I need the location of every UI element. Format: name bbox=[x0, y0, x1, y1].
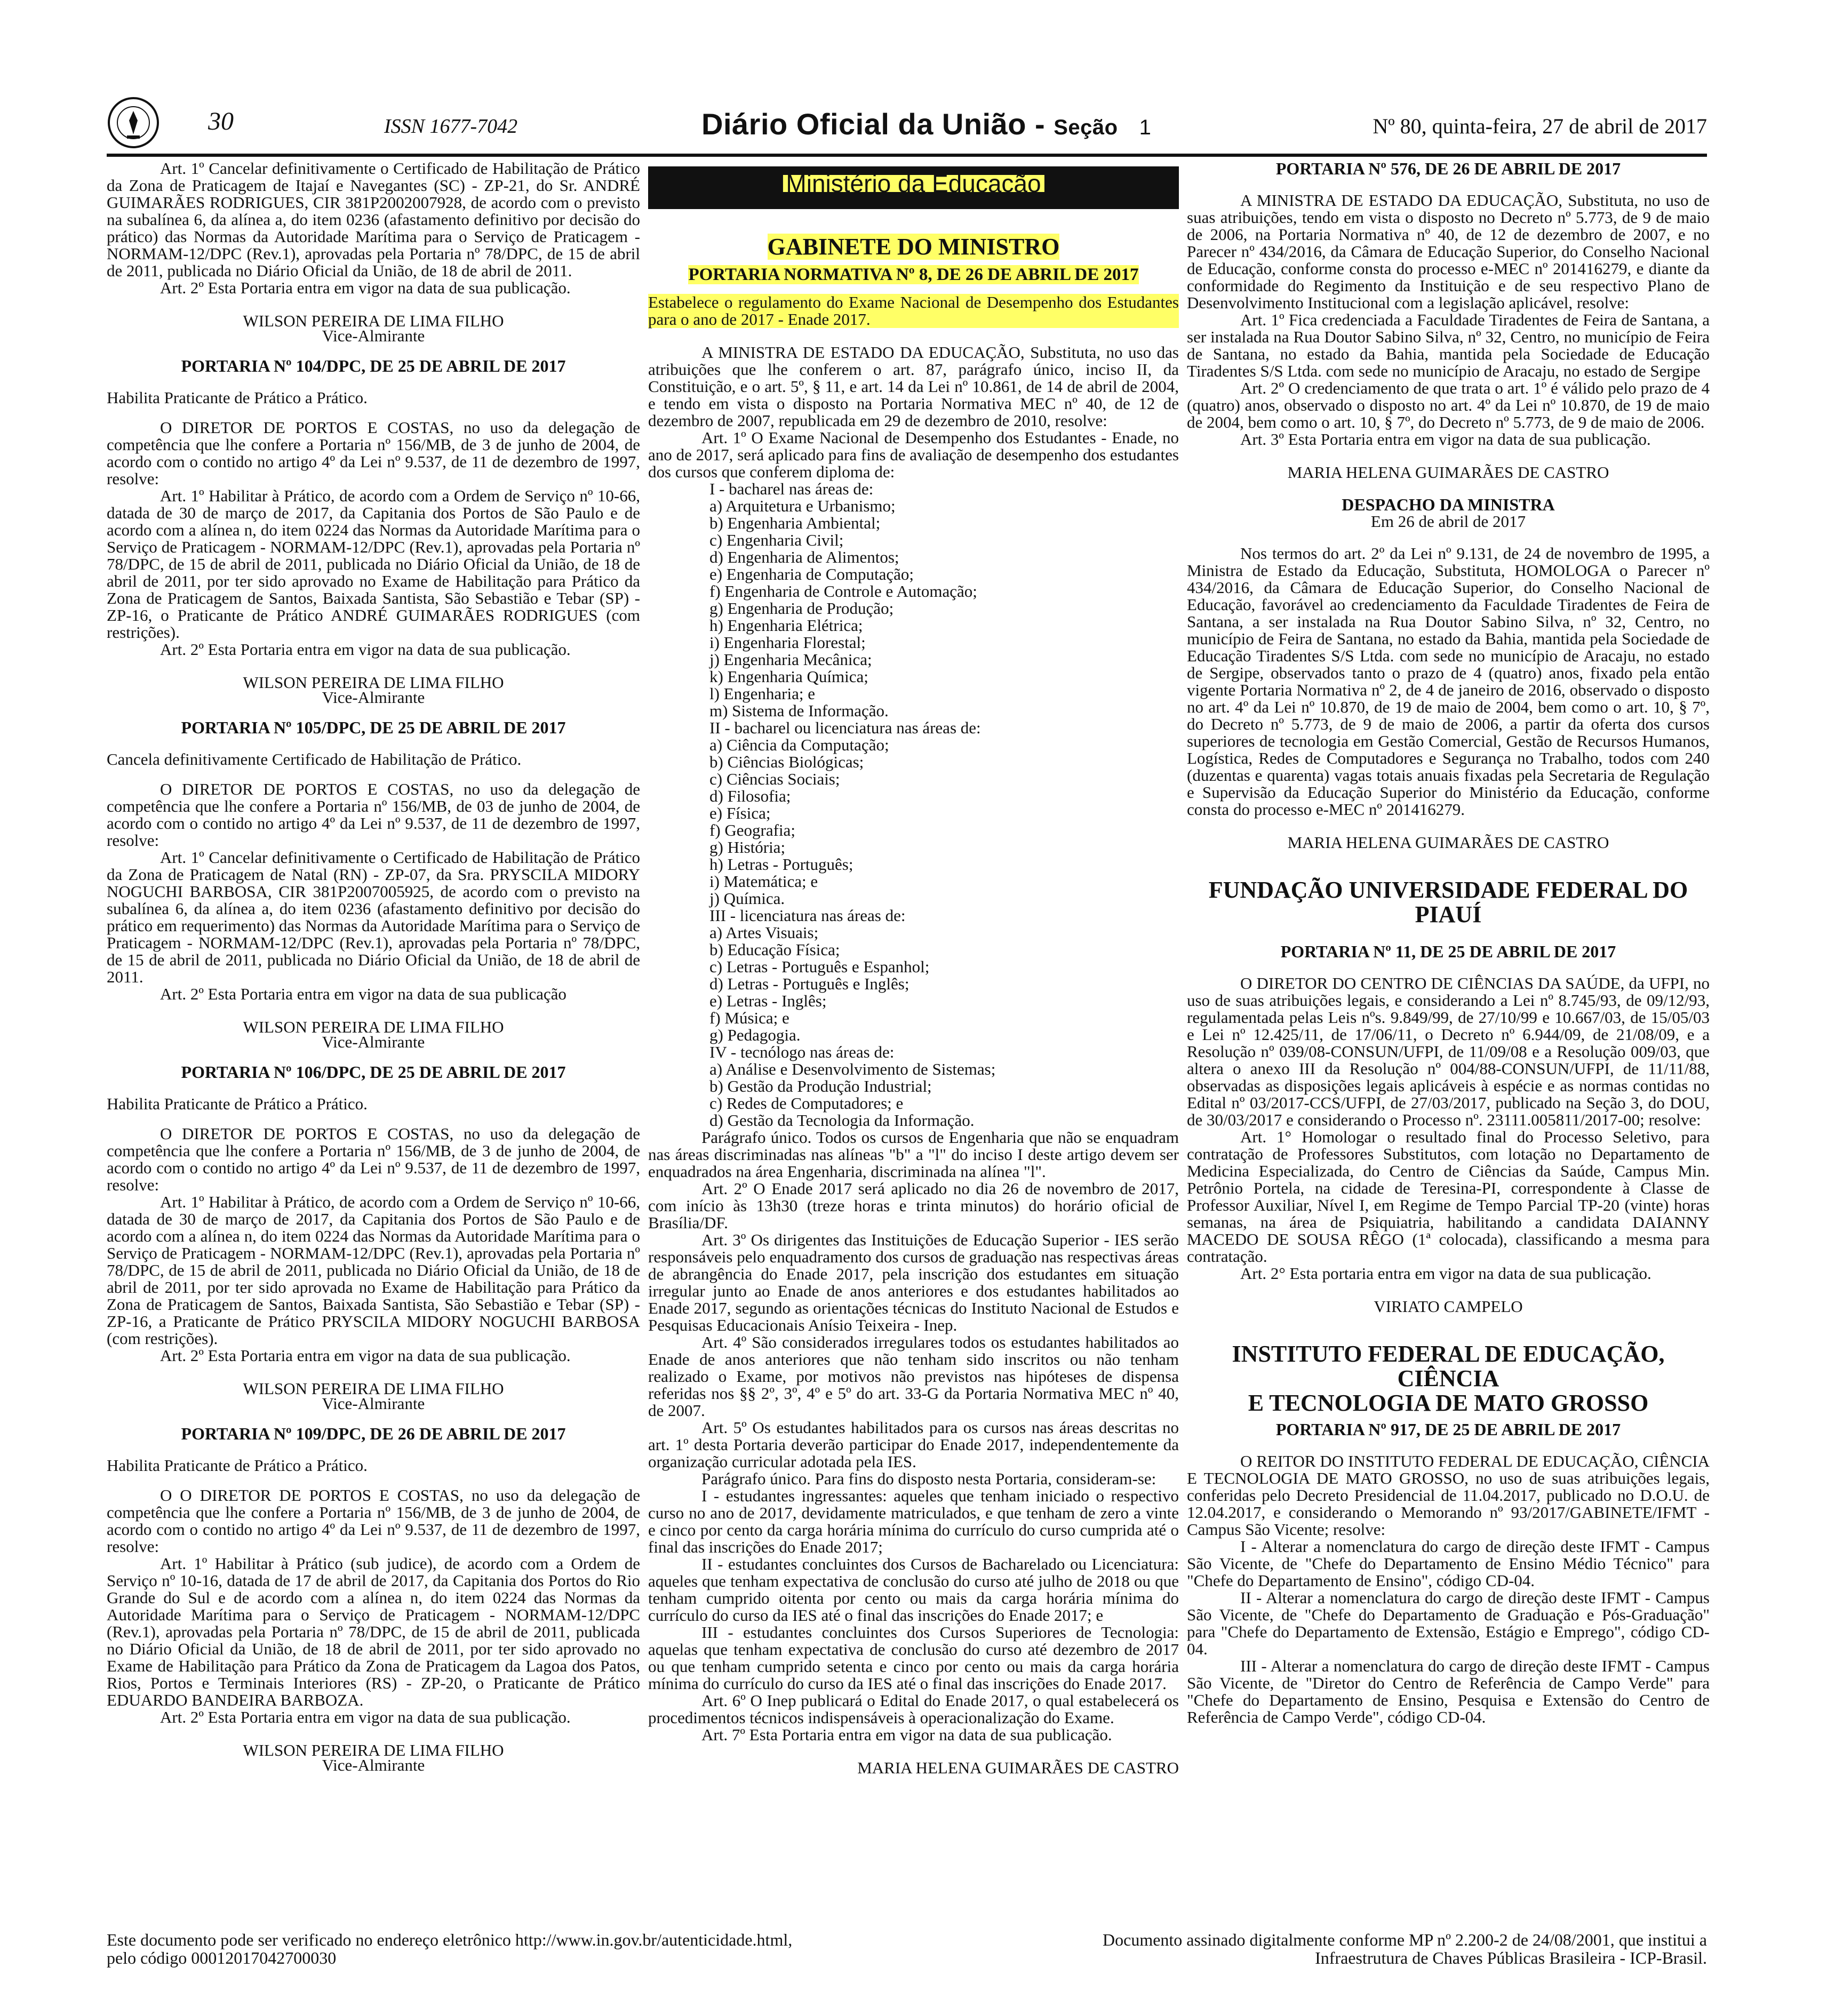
paragraph: Art. 2° Esta portaria entra em vigor na data de sua publicação. bbox=[1240, 1264, 1652, 1283]
footer-signature-line2: Infraestrutura de Chaves Públicas Brasileira - ICP-Brasil. bbox=[1315, 1948, 1707, 1967]
paragraph: Art. 6º O Inep publicará o Edital do Enade 2017, o qual estabelecerá os procedimentos técnicos indispensáveis à operacionalização do Exame. bbox=[648, 1691, 1179, 1727]
footer-signature-line1: Documento assinado digitalmente conforme MP nº 2.200-2 de 24/08/2001, que institui a bbox=[1103, 1930, 1707, 1949]
enade-areas-list bbox=[648, 481, 1179, 1129]
signature-name: MARIA HELENA GUIMARÃES DE CASTRO bbox=[1287, 833, 1609, 852]
portaria-title: PORTARIA Nº 106/DPC, DE 25 DE ABRIL DE 2017 bbox=[181, 1062, 566, 1082]
list-item: g) História; bbox=[709, 838, 786, 857]
paragraph: Art. 4º São considerados irregulares todos os estudantes habilitados ao Enade de anos anteriores que não tenham sido inscritos ou não tenham realizado o Exame, por motivos não previstos nas hipóteses de dispensa referidas nos §§ 2º, 3º, 4º e 5º do art. 33-G da Portaria Normativa MEC nº 40, de 2007. bbox=[648, 1333, 1179, 1420]
ministry-name: Ministério da Educação bbox=[783, 175, 1044, 192]
paragraph: O DIRETOR DE PORTOS E COSTAS, no uso da delegação de competência que lhe confere a Portaria nº 156/MB, de 3 de junho de 2004, de acordo com o contido no artigo 4º da Lei nº 9.537, de 11 de dezembro de 1997, resolve: bbox=[107, 418, 640, 488]
footer-signature-notice bbox=[853, 1931, 1707, 1967]
header-rule bbox=[107, 154, 1707, 157]
paragraph: I - estudantes ingressantes: aqueles que tenham iniciado o respectivo curso no ano de 2017, devidamente matriculados, e que tenham de zero a vinte e cinco por cento da carga horária mínima do currículo do curso cumprida até o final das inscrições do Enade 2017; bbox=[648, 1486, 1179, 1556]
portaria-ementa: Habilita Praticante de Prático a Prático. bbox=[107, 388, 368, 407]
list-item: g) Engenharia de Produção; bbox=[709, 599, 894, 618]
list-item: g) Pedagogia. bbox=[709, 1026, 801, 1044]
paragraph: Art. 2º O credenciamento de que trata o art. 1º é válido pelo prazo de 4 (quatro) anos, observado o disposto no art. 4º da Lei nº 10.870, de 19 de maio de 2004, bem como o art. 10, § 7º, do Decreto nº 5.773, de 9 de maio de 2006. bbox=[1187, 379, 1710, 431]
footer-verification-url: Este documento pode ser verificado no endereço eletrônico http://www.in.gov.br/autenticidade.html, bbox=[107, 1930, 793, 1949]
paragraph: O O DIRETOR DE PORTOS E COSTAS, no uso da delegação de competência que lhe confere a Portaria nº 156/MB, de 3 de junho de 2004, de acordo com o contido no artigo 4º da Lei nº 9.537, de 11 de dezembro de 1997, resolve: bbox=[107, 1486, 640, 1556]
list-item: d) Gestão da Tecnologia da Informação. bbox=[709, 1111, 975, 1130]
organization-title-line1: INSTITUTO FEDERAL DE EDUCAÇÃO, CIÊNCIA bbox=[1232, 1341, 1665, 1391]
section-label: Seção bbox=[1054, 116, 1118, 139]
paragraph: Art. 7º Esta Portaria entra em vigor na data de sua publicação. bbox=[701, 1725, 1112, 1744]
list-item: f) Geografia; bbox=[709, 821, 795, 839]
signature-name: VIRIATO CAMPELO bbox=[1374, 1297, 1523, 1316]
list-item: l) Engenharia; e bbox=[709, 684, 815, 703]
paragraph: Parágrafo único. Para fins do disposto nesta Portaria, consideram-se: bbox=[701, 1469, 1156, 1488]
list-item: a) Arquitetura e Urbanismo; bbox=[709, 497, 896, 515]
list-item: b) Educação Física; bbox=[709, 940, 840, 959]
list-item: a) Análise e Desenvolvimento de Sistemas; bbox=[709, 1060, 996, 1078]
list-item: m) Sistema de Informação. bbox=[709, 701, 889, 720]
paragraph: Art. 2º Esta Portaria entra em vigor na data de sua publicação. bbox=[160, 278, 571, 297]
list-item: b) Gestão da Produção Industrial; bbox=[709, 1077, 932, 1095]
list-item: j) Química. bbox=[709, 889, 785, 908]
list-item: c) Redes de Computadores; e bbox=[709, 1094, 904, 1113]
list-item: h) Engenharia Elétrica; bbox=[709, 616, 863, 635]
paragraph: Art. 1º Fica credenciada a Faculdade Tiradentes de Feira de Santana, a ser instalada na Rua Doutor Sabino Silva, nº 32, Centro, no município de Feira de Santana, no estado da Bahia, mantida pela Sociedade de Educação Tiradentes S/S Ltda. com sede no município de Aracaju, no estado de Sergipe bbox=[1187, 310, 1710, 380]
paragraph: Art. 2º Esta Portaria entra em vigor na data de sua publicação bbox=[160, 985, 567, 1003]
despacho-title: DESPACHO DA MINISTRA bbox=[1342, 495, 1555, 514]
column-middle bbox=[648, 160, 1179, 1777]
paragraph: Art. 3º Os dirigentes das Instituições de Educação Superior - IES serão responsáveis pelo enquadramento dos cursos de graduação nas respectivas áreas de abrangência do Enade 2017, pela inscrição dos estudantes em situação irregular junto ao Enade de anos anteriores e dos estudantes habilitados ao Enade 2017, segundo as orientações técnicas do Instituto Nacional de Estudos e Pesquisas Educacionais Anísio Teixeira - Inep. bbox=[648, 1230, 1179, 1334]
portaria-normativa-title: PORTARIA NORMATIVA Nº 8, DE 26 DE ABRIL DE 2017 bbox=[688, 265, 1139, 284]
list-item: f) Música; e bbox=[709, 1009, 789, 1027]
list-item: e) Letras - Inglês; bbox=[709, 991, 827, 1010]
signature-role: Vice-Almirante bbox=[322, 1756, 425, 1774]
list-item: e) Física; bbox=[709, 804, 771, 822]
paragraph: Art. 5º Os estudantes habilitados para os cursos nas áreas descritas no art. 1º desta Portaria deverão participar do Enade 2017, independentemente da organização curricular adotada pela IES. bbox=[648, 1418, 1179, 1471]
paragraph: O DIRETOR DE PORTOS E COSTAS, no uso da delegação de competência que lhe confere a Portaria nº 156/MB, de 03 de junho de 2004, de acordo com o contido no artigo 4º da Lei nº 9.537, de 11 de dezembro de 1997, resolve: bbox=[107, 780, 640, 850]
portaria-title: PORTARIA Nº 11, DE 25 DE ABRIL DE 2017 bbox=[1280, 942, 1616, 961]
issn: ISSN 1677-7042 bbox=[384, 115, 518, 138]
list-item: f) Engenharia de Controle e Automação; bbox=[709, 582, 977, 601]
paragraph: Art. 1º Cancelar definitivamente o Certificado de Habilitação de Prático da Zona de Praticagem de Itajaí e Navegantes (SC) - ZP-21, do Sr. ANDRÉ GUIMARÃES RODRIGUES, CIR 381P2002007928, de acordo com o previsto na subalínea 6, da alínea a, do item 0236 (afastamento definitivo por decisão do prático) das Normas da Autoridade Marítima para o Serviço de Praticagem - NORMAM-12/DPC (Rev.1), aprovadas pela Portaria nº 78/DPC, de 15 de abril de 2011, publicada no Diário Oficial da União, de 18 de abril de 2011. bbox=[107, 159, 640, 280]
paragraph: Art. 3º Esta Portaria entra em vigor na data de sua publicação. bbox=[1240, 430, 1651, 449]
paragraph: Art. 1º Habilitar à Prático, de acordo com a Ordem de Serviço nº 10-66, datada de 30 de março de 2017, da Capitania dos Portos de São Paulo e de acordo com a alínea n, do item 0224 das Normas da Autoridade Marítima para o Serviço de Praticagem - NORMAM-12/DPC (Rev.1), aprovadas pela Portaria nº 78/DPC, de 15 de abril de 2011, publicada no Diário Oficial da União, de 18 de abril de 2011, por ter sido aprovada no Exame de Habilitação para Prático da Zona de Praticagem de Santos, Baixada Santista, São Sebastião e Tebar (SP) - ZP-16, a Praticante de Prático PRYSCILA MIDORY NOGUCHI BARBOSA (com restrições). bbox=[107, 1193, 640, 1348]
footer-verification bbox=[107, 1931, 853, 1967]
edition-date: Nº 80, quinta-feira, 27 de abril de 2017 bbox=[1373, 114, 1707, 138]
section-heading bbox=[648, 234, 1179, 260]
list-item: i) Matemática; e bbox=[709, 872, 818, 891]
list-item: c) Ciências Sociais; bbox=[709, 770, 840, 788]
list-item: k) Engenharia Química; bbox=[709, 667, 868, 686]
portaria-title: PORTARIA Nº 576, DE 26 DE ABRIL DE 2017 bbox=[1275, 159, 1621, 178]
paragraph: Art. 2º Esta Portaria entra em vigor na data de sua publicação. bbox=[160, 1346, 571, 1365]
list-item: j) Engenharia Mecânica; bbox=[709, 650, 872, 669]
paragraph: Art. 1° Homologar o resultado final do Processo Seletivo, para contratação de Professores Substitutos, com lotação no Departamento de Medicina Especializada, do Centro de Ciências da Saúde, Campus Min. Petrônio Portela, na cidade de Teresina-PI, correspondente à Classe de Professor Auxiliar, Nível I, em Regime de Tempo Parcial TP-20 (vinte) horas semanas, na área de Psiquiatria, habilitando a candidata DAIANNY MACEDO DE SOUSA RÊGO (1ª colocada), classificando a mesma para contratação. bbox=[1187, 1127, 1710, 1266]
paragraph: O DIRETOR DO CENTRO DE CIÊNCIAS DA SAÚDE, da UFPI, no uso de suas atribuições legais, e considerando a Lei nº 8.745/93, de 09/12/93, regulamentada pelas Leis nºs. 9.849/99, de 27/10/99 e 10.667/03, de 15/05/03 e Lei nº 12.425/11, de 17/06/11, o Decreto nº 6.944/09, de 21/08/09, e a Resolução nº 039/08-CONSUN/UFPI, de 11/09/08 e a Resolução 009/03, que altera o anexo III da Resolução nº 004/88-CONSUN/UFPI, de 11/11/88, observadas as disposições legais aplicáveis à espécie e as normas contidas no Edital nº 03/2017-CCS/UFPI, de 27/03/2017, publicado na Seção 3, do DOU, de 30/03/2017 e considerando o Processo nº. 23111.005811/2017-00; resolve: bbox=[1187, 974, 1710, 1129]
signature-name: MARIA HELENA GUIMARÃES DE CASTRO bbox=[857, 1758, 1179, 1777]
paragraph: Art. 1º Habilitar à Prático, de acordo com a Ordem de Serviço nº 10-66, datada de 30 de março de 2017, da Capitania dos Portos de São Paulo e de acordo com a alínea n, do item 0224 das Normas da Autoridade Marítima para o Serviço de Praticagem - NORMAM-12/DPC (Rev.1), aprovadas pela Portaria nº 78/DPC, de 15 de abril de 2011, publicada no Diário Oficial da União, de 18 de abril de 2011, por ter sido aprovado no Exame de Habilitação para Prático da Zona de Praticagem de Santos, Baixada Santista, São Sebastião e Tebar (SP) - ZP-16, o Praticante de Prático ANDRÉ GUIMARÃES RODRIGUES (com restrições). bbox=[107, 486, 640, 642]
list-item: d) Filosofia; bbox=[709, 787, 791, 805]
list-item: c) Letras - Português e Espanhol; bbox=[709, 957, 930, 976]
gabinete-heading: GABINETE DO MINISTRO bbox=[767, 234, 1060, 260]
paragraph: Art. 2º O Enade 2017 será aplicado no dia 26 de novembro de 2017, com início às 13h30 (treze horas e trinta minutos) do horário oficial de Brasília/DF. bbox=[648, 1179, 1179, 1232]
journal-title bbox=[701, 107, 1151, 141]
paragraph: Art. 2º Esta Portaria entra em vigor na data de sua publicação. bbox=[160, 640, 571, 659]
portaria-ementa: Estabelece o regulamento do Exame Nacional de Desempenho dos Estudantes para o ano de 2017 - Enade 2017. bbox=[648, 293, 1179, 329]
signature-name: WILSON PEREIRA DE LIMA FILHO bbox=[243, 311, 504, 330]
portaria-title: PORTARIA Nº 109/DPC, DE 26 DE ABRIL DE 2017 bbox=[181, 1424, 566, 1443]
column-left bbox=[107, 160, 640, 1772]
paragraph: II - Alterar a nomenclatura do cargo de direção deste IFMT - Campus São Vicente, de "Chefe do Departamento de Graduação e Pós-Graduação" para "Chefe do Departamento de Extensão, Estágio e Emprego", código CD-04. bbox=[1187, 1588, 1710, 1658]
paragraph: I - Alterar a nomenclatura do cargo de direção deste IFMT - Campus São Vicente, de "Chefe do Departamento de Ensino Médio Técnico" para "Chefe do Departamento de Ensino", código CD-04. bbox=[1187, 1537, 1710, 1590]
signature-role: Vice-Almirante bbox=[322, 1394, 425, 1413]
list-item: d) Engenharia de Alimentos; bbox=[709, 548, 899, 566]
list-item: i) Engenharia Florestal; bbox=[709, 633, 866, 652]
signature-role: Vice-Almirante bbox=[322, 688, 425, 707]
list-item: IV - tecnólogo nas áreas de: bbox=[709, 1043, 895, 1061]
footer-verification-code: pelo código 00012017042700030 bbox=[107, 1948, 337, 1967]
paragraph: A MINISTRA DE ESTADO DA EDUCAÇÃO, Substituta, no uso de suas atribuições, tendo em vista o disposto no Decreto nº 5.773, de 9 de maio de 2006, na Portaria Normativa nº 40, de 12 de dezembro de 2007, e no Parecer nº 434/2016, da Câmara de Educação Superior, do Conselho Nacional de Educação, conforme consta do processo e-MEC nº 201416279, e diante da conformidade do Regimento da Instituição e de seu respectivo Plano de Desenvolvimento Institucional com a legislação aplicável, resolve: bbox=[1187, 191, 1710, 312]
signature-role: Vice-Almirante bbox=[322, 1033, 425, 1051]
list-item: I - bacharel nas áreas de: bbox=[709, 479, 874, 498]
portaria-title: PORTARIA Nº 105/DPC, DE 25 DE ABRIL DE 2017 bbox=[181, 718, 566, 737]
journal-name: Diário Oficial da União - bbox=[701, 107, 1054, 141]
paragraph: A MINISTRA DE ESTADO DA EDUCAÇÃO, Substituta, no uso das atribuições que lhe conferem o art. 87, parágrafo único, inciso II, da Constituição, e o art. 5º, § 11, e art. 14 da Lei nº 10.861, de 14 de abril de 2004, e tendo em vista o disposto na Portaria Normativa MEC nº 40, de 12 de dezembro de 2007, republicada em 29 de dezembro de 2010, resolve: bbox=[648, 343, 1179, 430]
list-item: e) Engenharia de Computação; bbox=[709, 565, 914, 583]
paragraph: II - estudantes concluintes dos Cursos de Bacharelado ou Licenciatura: aqueles que tenham expectativa de conclusão do curso até julho de 2018 ou que tenham cumprido oitenta por cento ou mais da carga horária mínima do currículo do curso da IES até o final das inscrições do Enade 2017; e bbox=[648, 1555, 1179, 1625]
column-right bbox=[1187, 160, 1710, 1726]
page-header bbox=[107, 104, 1707, 152]
signature-name: WILSON PEREIRA DE LIMA FILHO bbox=[243, 1018, 504, 1036]
signature-name: WILSON PEREIRA DE LIMA FILHO bbox=[243, 1379, 504, 1398]
portaria-ementa: Habilita Praticante de Prático a Prático. bbox=[107, 1094, 368, 1113]
despacho-date: Em 26 de abril de 2017 bbox=[1370, 512, 1526, 531]
paragraph: Nos termos do art. 2º da Lei nº 9.131, de 24 de novembro de 1995, a Ministra de Estado da Educação, Substituta, HOMOLOGA o Parecer nº 434/2016, da Câmara de Educação Superior, do Conselho Nacional de Educação, favorável ao credenciamento da Faculdade Tiradentes de Feira de Santana, a ser instalada na Rua Doutor Sabino Silva, nº 32, Centro, no município de Feira de Santana, no estado da Bahia, mantida pela Sociedade de Educação Tiradentes S/S Ltda. com sede no município de Aracaju, no estado de Sergipe, observados tanto o prazo de 4 (quatro) anos, fixado pela então vigente Portaria Normativa nº 2, de 4 de janeiro de 2016, observado o disposto no art. 4º da Lei nº 10.870, de 19 de maio de 2004, bem como o art. 10, § 7º, do Decreto nº 5.773, de 9 de maio de 2006, a partir da oferta dos cursos superiores de tecnologia em Gestão Comercial, Gestão de Recursos Humanos, Logística, Redes de Computadores e Segurança no Trabalho, todos com 240 (duzentas e quarenta) vagas totais anuais fixadas pela Secretaria de Regulação e Supervisão da Educação Superior do Ministério da Educação, conforme consta do processo e-MEC nº 201416279. bbox=[1187, 544, 1710, 819]
list-item: b) Engenharia Ambiental; bbox=[709, 514, 881, 532]
signature-name: WILSON PEREIRA DE LIMA FILHO bbox=[243, 1741, 504, 1759]
paragraph: Parágrafo único. Todos os cursos de Engenharia que não se enquadram nas áreas discriminadas nas alíneas "b" a "l" do inciso I deste artigo devem ser enquadrados na área Engenharia, discriminada na alínea "l". bbox=[648, 1128, 1179, 1181]
portaria-title: PORTARIA Nº 104/DPC, DE 25 DE ABRIL DE 2017 bbox=[181, 356, 566, 375]
list-item: h) Letras - Português; bbox=[709, 855, 853, 874]
page-number: 30 bbox=[208, 107, 234, 135]
portaria-ementa: Cancela definitivamente Certificado de Habilitação de Prático. bbox=[107, 750, 522, 769]
paragraph: O REITOR DO INSTITUTO FEDERAL DE EDUCAÇÃO, CIÊNCIA E TECNOLOGIA DE MATO GROSSO, no uso de suas atribuições legais, conferidas pelo Decreto Presidencial de 11.04.2017, publicado no D.O.U. de 12.04.2017, e considerando o Memorando nº 93/2017/GABINETE/IFMT - Campus São Vicente; resolve: bbox=[1187, 1452, 1710, 1539]
list-item: a) Artes Visuais; bbox=[709, 923, 819, 942]
signature-name: WILSON PEREIRA DE LIMA FILHO bbox=[243, 673, 504, 692]
portaria-ementa: Habilita Praticante de Prático a Prático. bbox=[107, 1456, 368, 1475]
portaria-title bbox=[648, 266, 1179, 283]
list-item: c) Engenharia Civil; bbox=[709, 531, 844, 549]
organization-title-line2: E TECNOLOGIA DE MATO GROSSO bbox=[1248, 1390, 1649, 1416]
paragraph: III - estudantes concluintes dos Cursos Superiores de Tecnologia: aquelas que tenham expectativa de conclusão do curso até dezembro de 2017 ou que tenham cumprido setenta e cinco por cento ou mais da carga horária mínima do currículo do curso da IES até o final das inscrições do Enade 2017. bbox=[648, 1623, 1179, 1693]
organization-title bbox=[1187, 1342, 1710, 1415]
paragraph: O DIRETOR DE PORTOS E COSTAS, no uso da delegação de competência que lhe confere a Portaria nº 156/MB, de 3 de junho de 2004, de acordo com o contido no artigo 4º da Lei nº 9.537, de 11 de dezembro de 1997, resolve: bbox=[107, 1124, 640, 1194]
list-item: a) Ciência da Computação; bbox=[709, 735, 889, 754]
signature-role: Vice-Almirante bbox=[322, 326, 425, 345]
paragraph: III - Alterar a nomenclatura do cargo de direção deste IFMT - Campus São Vicente, de "Diretor do Centro de Referência de Campo Verde" para "Chefe do Departamento de Ensino, Pesquisa e Extensão do Centro de Referência de Campo Verde", código CD-04. bbox=[1187, 1657, 1710, 1726]
signature-name: MARIA HELENA GUIMARÃES DE CASTRO bbox=[1287, 463, 1609, 482]
paragraph: Art. 1º Habilitar à Prático (sub judice), de acordo com a Ordem de Serviço nº 10-16, datada de 17 de abril de 2017, da Capitania dos Portos do Rio Grande do Sul e de acordo com a alínea n, do item 0224 das Normas da Autoridade Marítima para o Serviço de Praticagem - NORMAM-12/DPC (Rev.1), aprovadas pela Portaria nº 78/DPC, de 15 de abril de 2011, publicada no Diário Oficial da União, de 18 de abril de 2011, por ter sido aprovado no Exame de Habilitação para Prático da Zona de Praticagem da Lagoa dos Patos, Rios, Portos e Terminais Interiores (RS) - ZP-20, o Praticante de Prático EDUARDO BANDEIRA BARBOZA. bbox=[107, 1554, 640, 1709]
portaria-title: PORTARIA Nº 917, DE 25 DE ABRIL DE 2017 bbox=[1275, 1420, 1621, 1439]
imprensa-nacional-seal-icon bbox=[107, 96, 160, 149]
paragraph: Art. 2º Esta Portaria entra em vigor na data de sua publicação. bbox=[160, 1708, 571, 1726]
paragraph: Art. 1º O Exame Nacional de Desempenho dos Estudantes - Enade, no ano de 2017, será aplicado para fins de avaliação de desempenho dos estudantes dos cursos que conferem diploma de: bbox=[648, 428, 1179, 481]
list-item: d) Letras - Português e Inglês; bbox=[709, 974, 909, 993]
ministry-banner bbox=[648, 166, 1179, 209]
list-item: b) Ciências Biológicas; bbox=[709, 753, 864, 771]
organization-title: FUNDAÇÃO UNIVERSIDADE FEDERAL DO PIAUÍ bbox=[1208, 877, 1688, 927]
list-item: II - bacharel ou licenciatura nas áreas de: bbox=[709, 718, 981, 737]
paragraph: Art. 1º Cancelar definitivamente o Certificado de Habilitação de Prático da Zona de Praticagem de Natal (RN) - ZP-07, da Sra. PRYSCILA MIDORY NOGUCHI BARBOSA, CIR 381P2007005925, de acordo com o previsto na subalínea 6, da alínea a, do item 0236 (afastamento definitivo por decisão do prático em requerimento) das Normas da Autoridade Marítima para o Serviço de Praticagem - NORMAM-12/DPC (Rev.1), aprovadas pela Portaria nº 78/DPC, de 15 de abril de 2011, publicada no Diário Oficial da União, de 18 de abril de 2011. bbox=[107, 848, 640, 986]
list-item: III - licenciatura nas áreas de: bbox=[709, 906, 906, 925]
section-number: 1 bbox=[1139, 116, 1152, 139]
